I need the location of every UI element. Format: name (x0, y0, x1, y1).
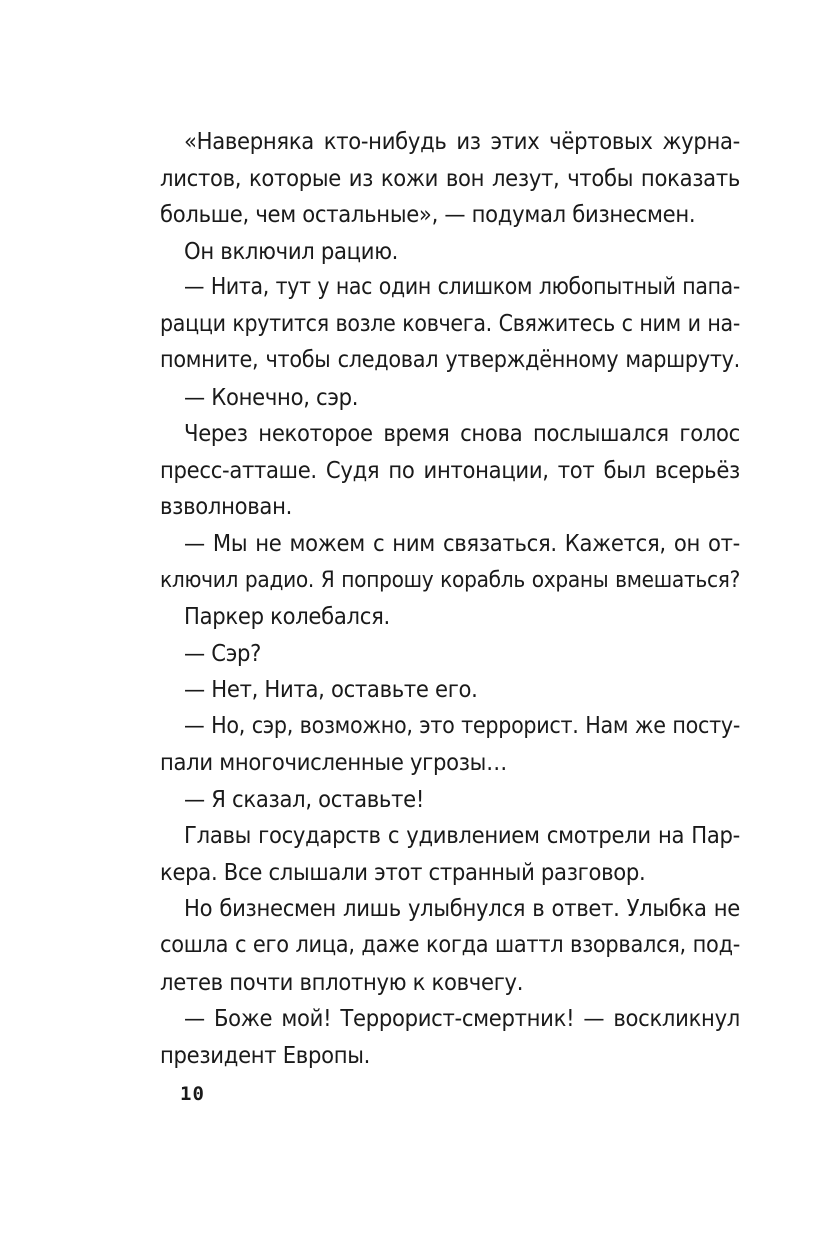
text-line: летев почти вплотную к ковчегу. (160, 967, 524, 996)
text-line: ключил радио. Я попрошу корабль охраны вмешаться? (160, 566, 740, 593)
text-line: — Сэр? (184, 638, 262, 667)
text-line: пресс-атташе. Судя по интонации, тот был всерьёз (160, 455, 740, 484)
text-line: помните, чтобы следовал утверждённому маршруту. (160, 347, 740, 374)
text-line: «Наверняка кто-нибудь из этих чёртовых журна- (184, 127, 740, 155)
text-line: сошла с его лица, даже когда шаттл взорвался, под- (160, 931, 740, 959)
text-line: Он включил рацию. (184, 236, 399, 265)
text-line: — Нет, Нита, оставьте его. (184, 675, 478, 704)
text-line: Паркер колебался. (184, 602, 390, 631)
text-line: — Мы не можем с ним связаться. Кажется, он от- (184, 529, 740, 558)
text-line: пали многочисленные угрозы… (160, 748, 507, 777)
body-text (160, 123, 740, 1073)
text-line: — Нита, тут у нас один слишком любопытный папа- (184, 274, 740, 301)
text-line: президент Европы. (160, 1040, 371, 1069)
text-line: — Но, сэр, возможно, это террорист. Нам же посту- (184, 712, 740, 739)
text-line: кера. Все слышали этот странный разговор. (160, 857, 646, 886)
text-line: листов, которые из кожи вон лезут, чтобы показать (160, 163, 740, 192)
text-line: больше, чем остальные», — подумал бизнесмен. (160, 200, 696, 229)
text-line: — Боже мой! Террорист-смертник! — воскликнул (184, 1004, 740, 1033)
text-line: Но бизнесмен лишь улыбнулся в ответ. Улыбка не (184, 894, 740, 923)
text-line: Главы государств с удивлением смотрели на Пар- (184, 821, 740, 850)
text-line: взволнован. (160, 492, 293, 521)
text-line: — Конечно, сэр. (184, 382, 359, 411)
page-number: 10 (180, 1083, 205, 1105)
text-line: Через некоторое время снова послышался голос (184, 419, 740, 448)
text-line: рацци крутится возле ковчега. Свяжитесь с ним и на- (160, 310, 740, 337)
text-line: — Я сказал, оставьте! (184, 784, 424, 813)
